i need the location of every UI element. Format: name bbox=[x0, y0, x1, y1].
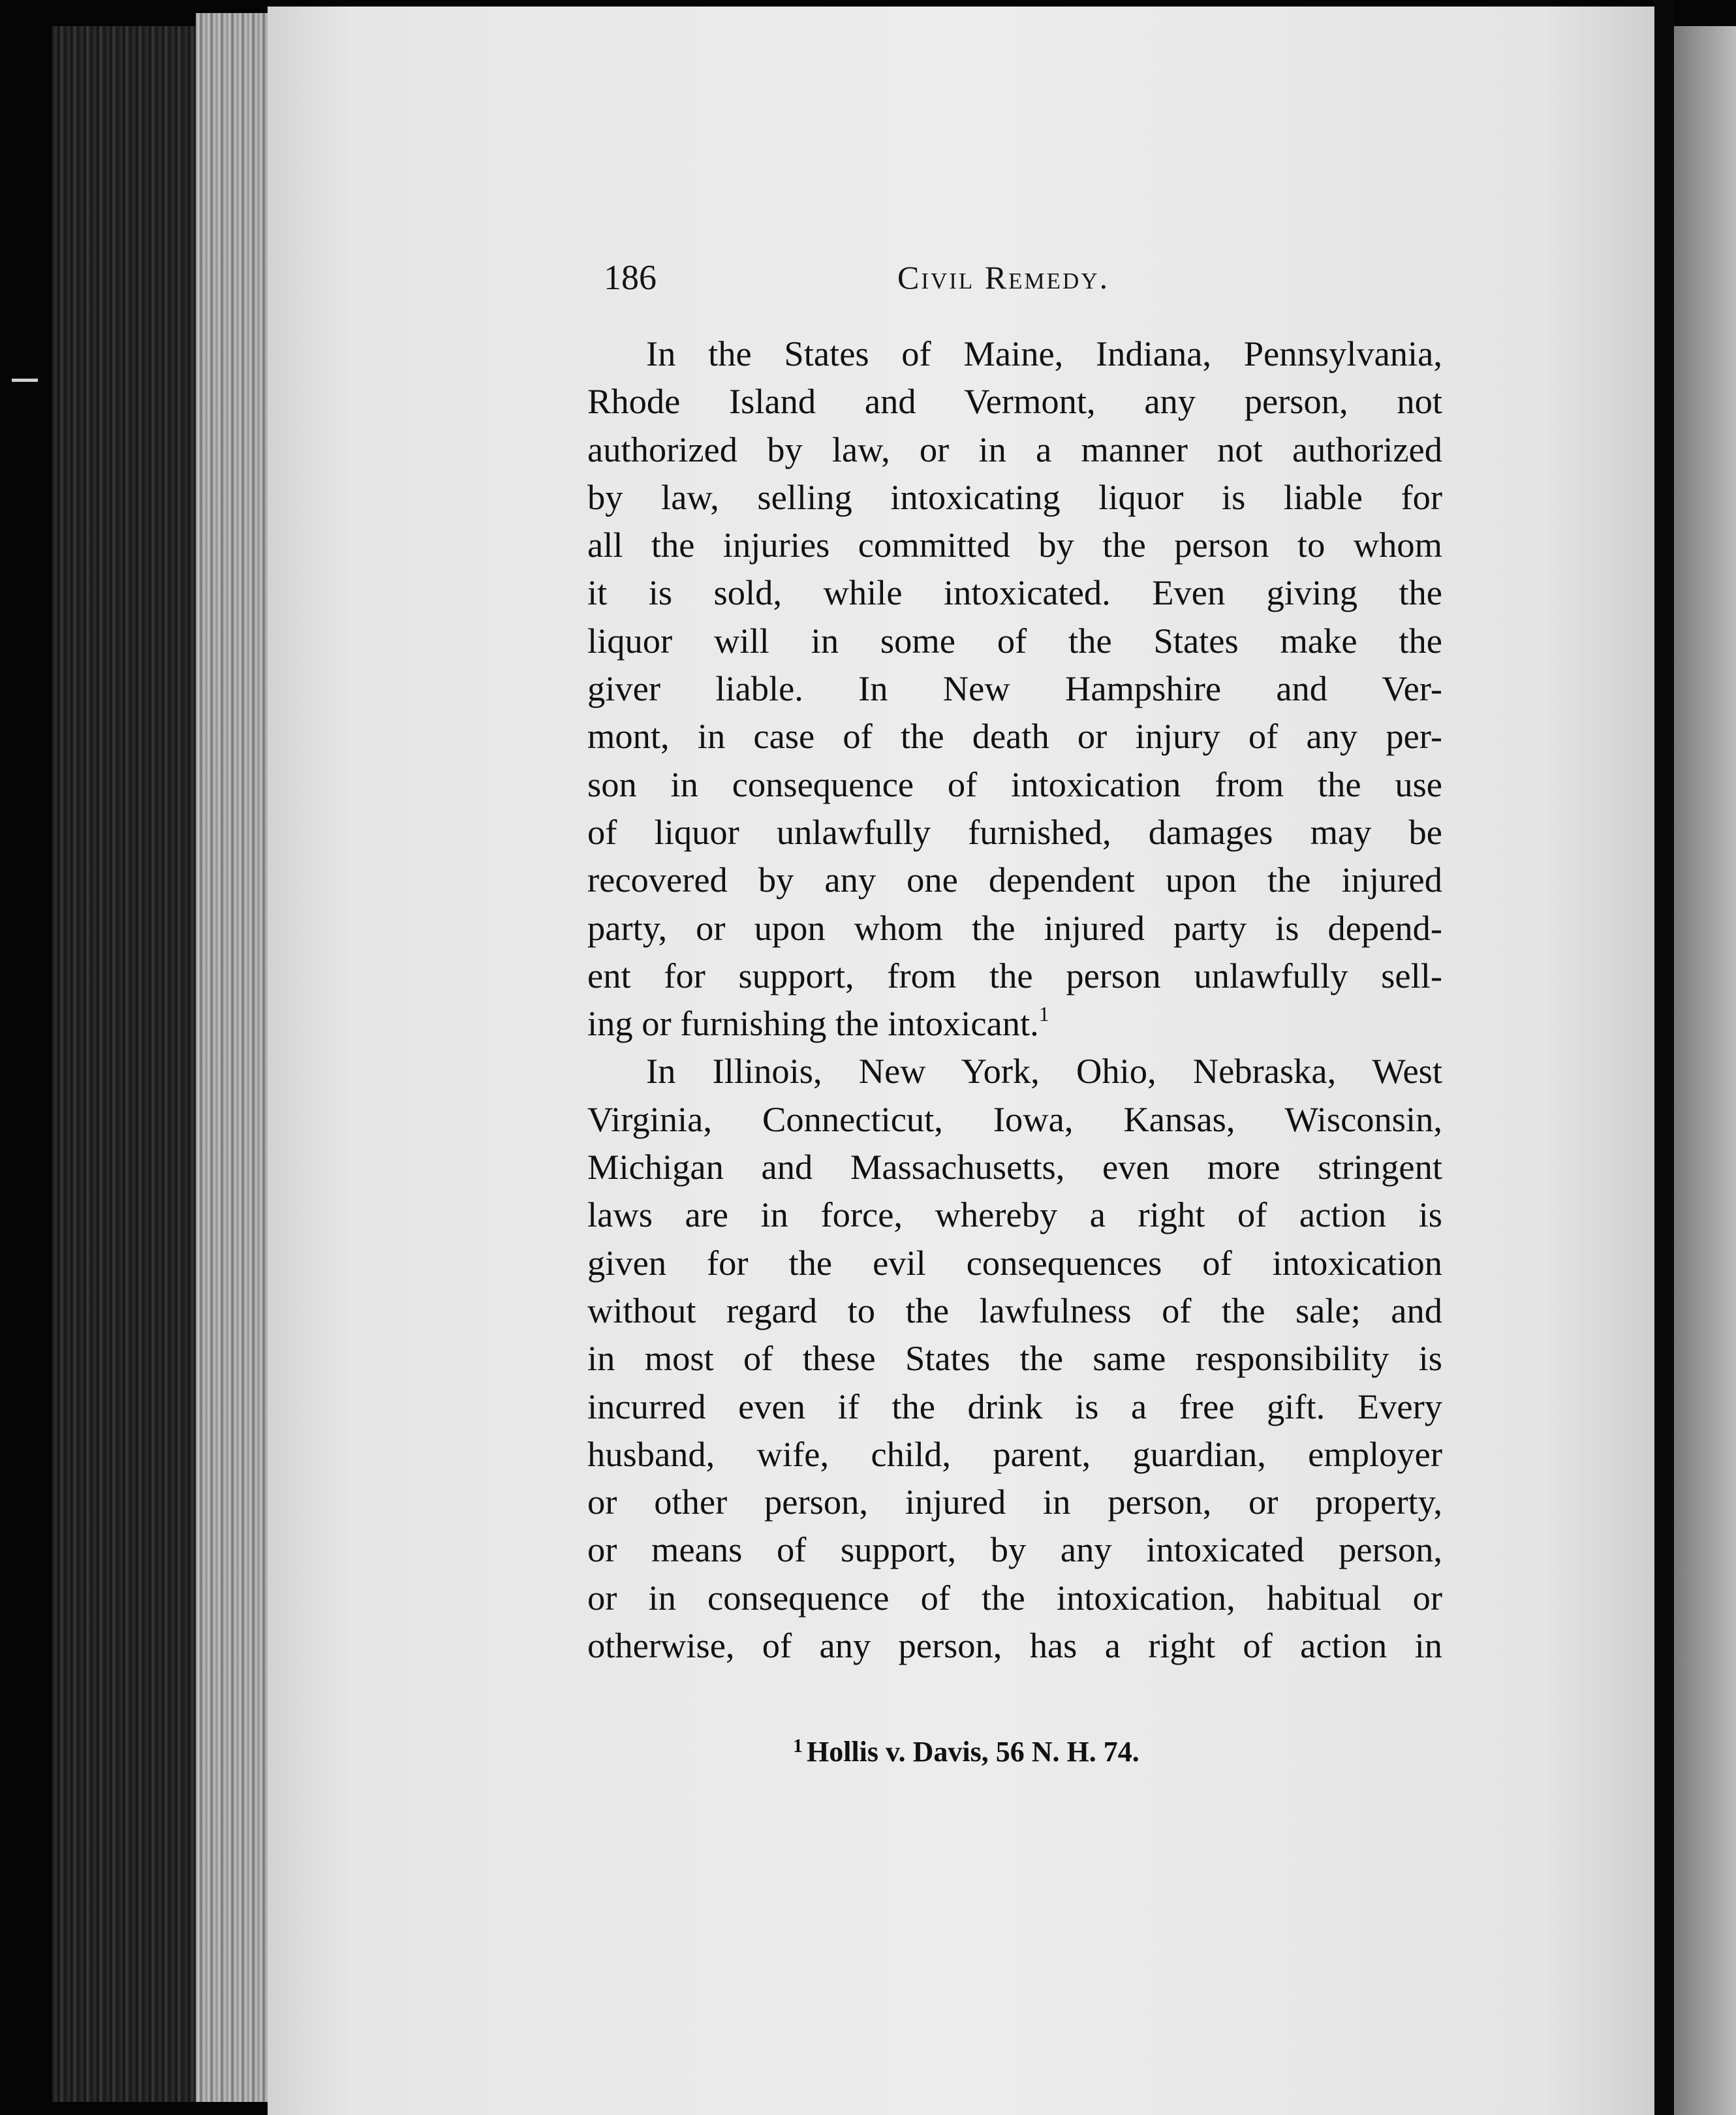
footnote-text: Hollis v. Davis, 56 N. H. 74. bbox=[807, 1736, 1139, 1768]
page-number: 186 bbox=[604, 258, 657, 297]
text-line: Michigan and Massachusetts, even more stringent bbox=[587, 1147, 1442, 1187]
text-line: or in consequence of the intoxication, habitual or bbox=[587, 1577, 1442, 1618]
text-line: giver liable. In New Hampshire and Ver- bbox=[587, 668, 1442, 709]
text-line: authorized by law, or in a manner not authorized bbox=[587, 429, 1442, 469]
text-line: In Illinois, New York, Ohio, Nebraska, West bbox=[646, 1051, 1442, 1091]
page-stack-edge bbox=[196, 13, 277, 2102]
text-line: in most of these States the same responsibility is bbox=[587, 1338, 1442, 1379]
text-line: In the States of Maine, Indiana, Pennsylvania, bbox=[646, 334, 1442, 373]
footnote-reference: 1 bbox=[1038, 1002, 1049, 1026]
text-line: Rhode Island and Vermont, any person, not bbox=[587, 381, 1442, 422]
text-line: mont, in case of the death or injury of any per- bbox=[587, 716, 1442, 757]
text-line: party, or upon whom the injured party is depend- bbox=[587, 907, 1442, 948]
text-line: or means of support, by any intoxicated person, bbox=[587, 1529, 1442, 1570]
text-line: all the injuries committed by the person to whom bbox=[587, 525, 1442, 565]
text-line: laws are in force, whereby a right of action is bbox=[587, 1195, 1442, 1235]
text-line-with-footnote bbox=[587, 999, 1442, 1047]
text-line: given for the evil consequences of intoxication bbox=[587, 1242, 1442, 1283]
scan-edge-mark bbox=[12, 379, 38, 382]
gutter-shadow bbox=[1654, 0, 1674, 2115]
text-line: recovered by any one dependent upon the injured bbox=[587, 860, 1442, 900]
adjacent-page-edge bbox=[1674, 26, 1736, 2115]
text-line: ent for support, from the person unlawfully sell- bbox=[587, 955, 1442, 995]
chapter-title: Civil Remedy. bbox=[897, 259, 1110, 296]
text-line: Virginia, Connecticut, Iowa, Kansas, Wisconsin, bbox=[587, 1099, 1442, 1139]
text-line: husband, wife, child, parent, guardian, employer bbox=[587, 1434, 1442, 1474]
text-line: of liquor unlawfully furnished, damages may be bbox=[587, 811, 1442, 852]
text-line: it is sold, while intoxicated. Even giving the bbox=[587, 572, 1442, 613]
text-line: otherwise, of any person, has a right of action in bbox=[587, 1625, 1442, 1666]
text-line: by law, selling intoxicating liquor is liable for bbox=[587, 477, 1442, 517]
text-line-content: ing or furnishing the intoxicant. bbox=[587, 1003, 1039, 1044]
text-line: incurred even if the drink is a free gift. Every bbox=[587, 1386, 1442, 1426]
text-line: liquor will in some of the States make the bbox=[587, 620, 1442, 661]
text-line: son in consequence of intoxication from the use bbox=[587, 764, 1442, 804]
footnote-marker: 1 bbox=[793, 1735, 803, 1757]
running-head bbox=[604, 251, 1165, 304]
paragraph-1 bbox=[587, 330, 1442, 1047]
text-line: without regard to the lawfulness of the sale; and bbox=[587, 1290, 1442, 1330]
paragraph-2 bbox=[587, 1047, 1442, 1669]
body-text bbox=[587, 330, 1442, 1669]
text-line: or other person, injured in person, or property, bbox=[587, 1482, 1442, 1522]
footnote bbox=[793, 1727, 1139, 1772]
